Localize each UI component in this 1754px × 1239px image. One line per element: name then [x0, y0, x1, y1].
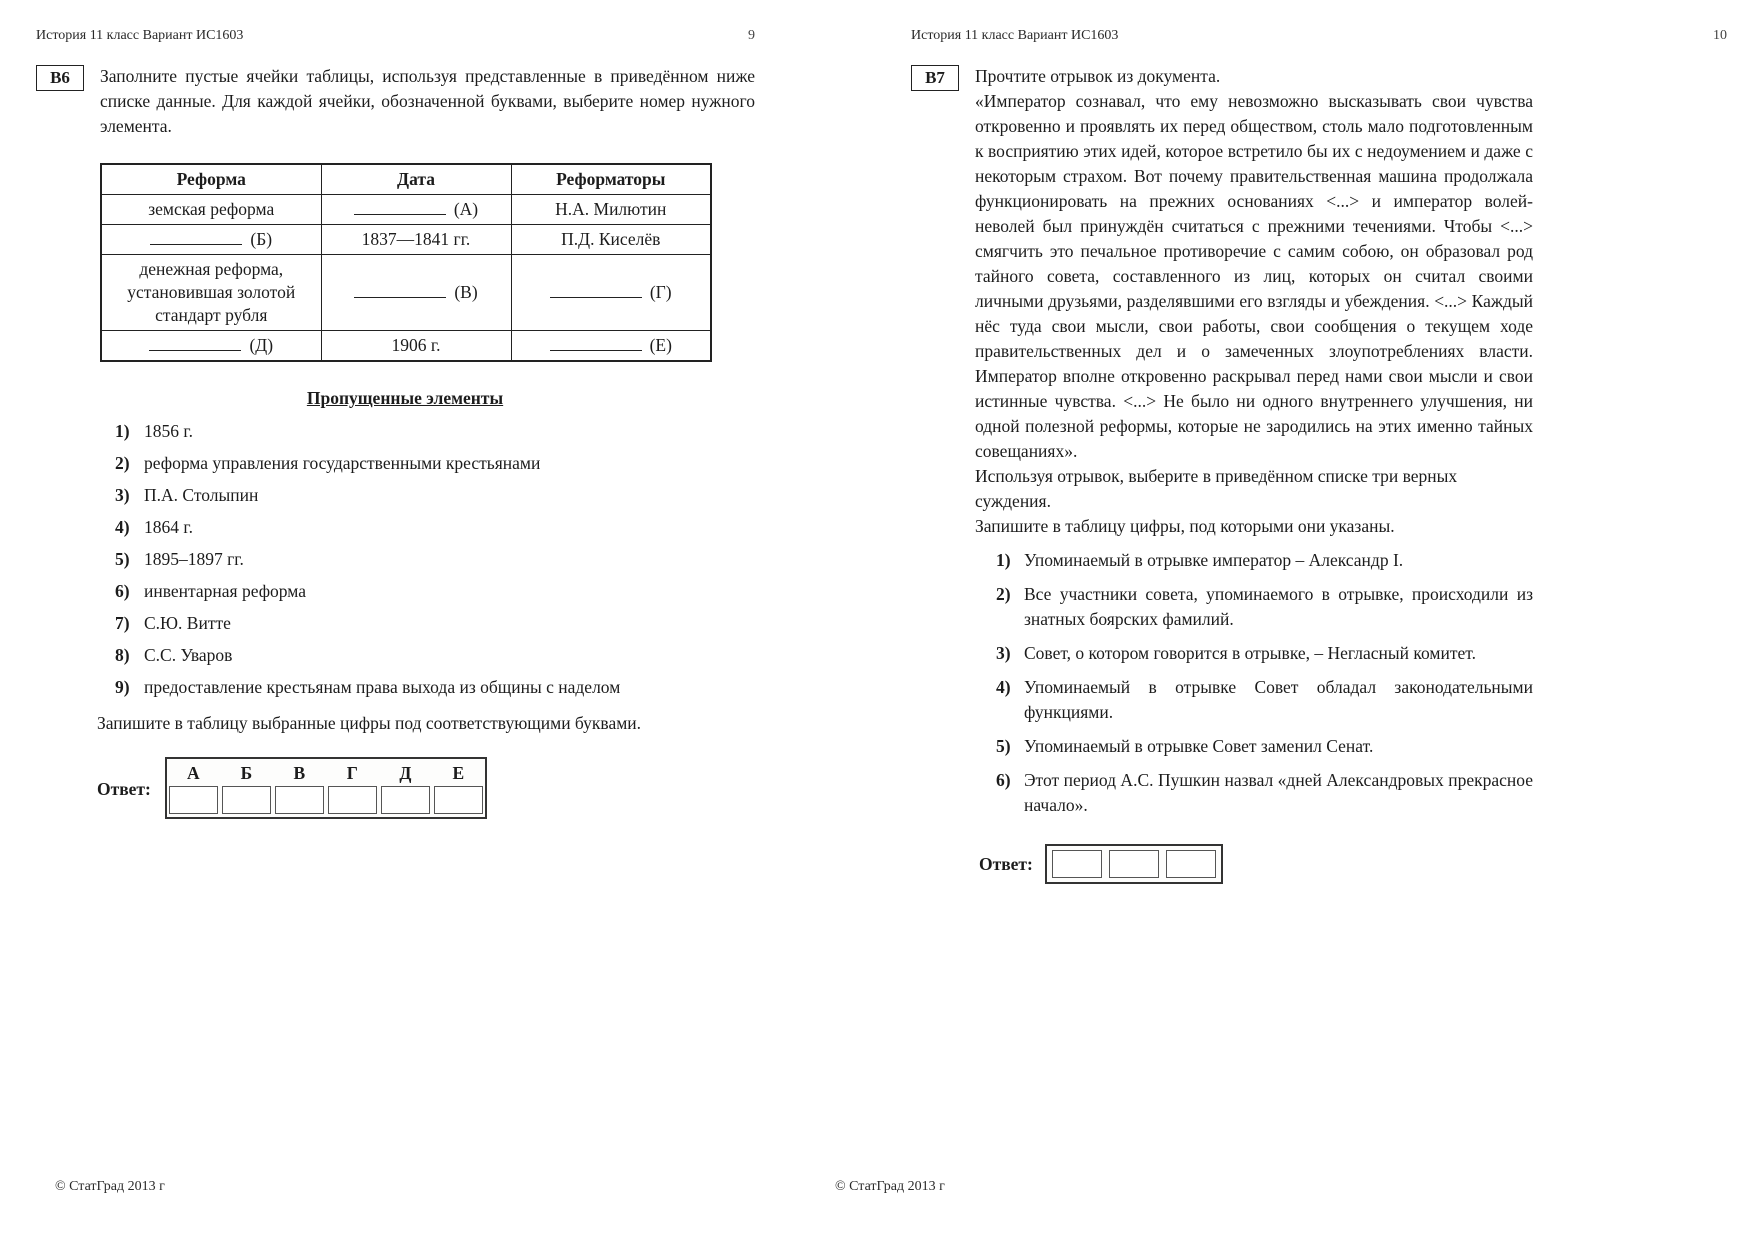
- answer-cell-wrap: [379, 786, 432, 817]
- blank-line: [550, 337, 642, 351]
- answer-letter: Е: [452, 763, 465, 783]
- cell-reformer: П.Д. Киселёв: [511, 225, 711, 255]
- item-number: 2): [115, 453, 130, 473]
- answer-cell-wrap: [432, 786, 485, 817]
- item-text: Этот период А.С. Пушкин назвал «дней Александровых прекрасное начало».: [1024, 770, 1533, 815]
- list-item: [115, 611, 755, 635]
- item-number: 4): [115, 517, 130, 537]
- answer-label: Ответ:: [97, 779, 151, 799]
- col-header-reform: Реформа: [101, 164, 321, 195]
- answer-cell-wrap: [220, 786, 273, 817]
- item-number: 1): [115, 421, 130, 441]
- table-row: [101, 255, 711, 331]
- blank-letter: (В): [454, 282, 478, 302]
- task-b7-body: [975, 64, 1533, 884]
- page-number: 10: [1713, 28, 1727, 43]
- col-header-reformers: Реформаторы: [511, 164, 711, 195]
- item-text: инвентарная реформа: [144, 581, 306, 601]
- list-item: [975, 734, 1533, 759]
- item-text: 1856 г.: [144, 421, 193, 441]
- list-item: [975, 582, 1533, 632]
- answer-cell: [1109, 850, 1159, 878]
- answer-cell: [169, 786, 218, 814]
- item-text: Упоминаемый в отрывке Совет обладал законодательными функциями.: [1024, 677, 1533, 722]
- item-text: Все участники совета, упоминаемого в отрывке, происходили из знатных боярских фамилий.: [1024, 584, 1533, 629]
- item-text: Упоминаемый в отрывке Совет заменил Сенат.: [1024, 736, 1374, 756]
- list-item: [115, 643, 755, 667]
- item-number: 4): [996, 677, 1011, 697]
- task-b6-instruction: Заполните пустые ячейки таблицы, используя представленные в приведённом ниже списке данные. Для каждой ячейки, обозначенной буквами, выберите номер нужного элемента.: [100, 66, 755, 136]
- item-text: С.Ю. Витте: [144, 613, 231, 633]
- blank-line: [354, 284, 446, 298]
- answer-letter: Г: [346, 763, 358, 783]
- item-number: 9): [115, 677, 130, 697]
- answer-cell-wrap: [167, 786, 220, 817]
- blank-line: [149, 337, 241, 351]
- item-number: 8): [115, 645, 130, 665]
- item-text: 1895–1897 гг.: [144, 549, 244, 569]
- task-b7: [911, 64, 1727, 884]
- list-item: [115, 483, 755, 507]
- document-quote: «Император сознавал, что ему невозможно высказывать свои чувства откровенно и проявлять их перед обществом, столь мало подготовленным к восприятию этих идей, которое встретило бы их с недоумением и даже с некоторым страхом. Вот почему правительственная машина продолжала функционировать на прежних основаниях <...> и император волей-неволей был принуждён считаться с прежними течениями. Чтобы <...> смягчить это печальное противоречие с самим собою, он образовал род тайного совета, составленного из лиц, которых он считал своими личными друзьями, разделявшими его взгляды и убеждения. <...> Каждый нёс туда свои мысли, свои работы, свои сообщения о текущем ходе правительственных дел и о замеченных злоупотреблениях власти. Император вполне откровенно раскрывал перед нами свои мысли и свои истинные чувства. <...> Не было ни одного внутреннего улучшения, ни одной полезной реформы, которые не зародились на этих именно тайных совещаниях».: [975, 91, 1533, 461]
- cell-reform: денежная реформа, установившая золотой стандарт рубля: [101, 255, 321, 331]
- page-right: [877, 0, 1754, 1239]
- answer-cell: [328, 786, 377, 814]
- item-number: 2): [996, 584, 1011, 604]
- task-label-b6: В6: [36, 65, 84, 91]
- answer-cell: [434, 786, 483, 814]
- item-text: реформа управления государственными крестьянами: [144, 453, 541, 473]
- statements-list: [975, 548, 1533, 818]
- task-b7-instruction-1: Используя отрывок, выберите в приведённом списке три верных суждения.: [975, 466, 1458, 511]
- item-number: 3): [115, 485, 130, 505]
- task-b7-instruction-2: Запишите в таблицу цифры, под которыми они указаны.: [975, 516, 1395, 536]
- task-b7-intro: Прочтите отрывок из документа.: [975, 66, 1221, 86]
- list-item: [115, 515, 755, 539]
- item-number: 6): [996, 770, 1011, 790]
- answer-letter: Д: [399, 763, 412, 783]
- footer-copyright-left: © СтатГрад 2013 г: [55, 1179, 165, 1194]
- cell-blank-d: [101, 331, 321, 362]
- answer-grid-boxes: [167, 786, 485, 817]
- item-number: 3): [996, 643, 1011, 663]
- page-number: 9: [748, 28, 755, 43]
- blank-line: [150, 231, 242, 245]
- answer-section-b6: [97, 757, 755, 819]
- answer-cell: [222, 786, 271, 814]
- cell-blank-v: [321, 255, 511, 331]
- cell-date: 1837—1841 гг.: [321, 225, 511, 255]
- cell-blank-e: [511, 331, 711, 362]
- table-row: [101, 195, 711, 225]
- blank-letter: (Е): [649, 335, 672, 355]
- list-item: [975, 675, 1533, 725]
- write-instruction: Запишите в таблицу выбранные цифры под соответствующими буквами.: [97, 713, 642, 733]
- answer-cell-wrap: [273, 786, 326, 817]
- cell-blank-b: [101, 225, 321, 255]
- cell-reform: земская реформа: [101, 195, 321, 225]
- options-list: [115, 419, 755, 699]
- header-title: История 11 класс Вариант ИС1603: [911, 28, 1119, 43]
- cell-blank-g: [511, 255, 711, 331]
- blank-letter: (Б): [250, 229, 273, 249]
- table-row: [101, 225, 711, 255]
- item-number: 5): [996, 736, 1011, 756]
- answer-letter: А: [187, 763, 200, 783]
- answer-section-b7: [979, 844, 1533, 884]
- answer-cell: [381, 786, 430, 814]
- item-text: Совет, о котором говорится в отрывке, – Негласный комитет.: [1024, 643, 1476, 663]
- footer-copyright-right: © СтатГрад 2013 г: [835, 1179, 945, 1194]
- header-title: История 11 класс Вариант ИС1603: [36, 28, 244, 43]
- answer-letter: Б: [240, 763, 253, 783]
- list-item: [115, 579, 755, 603]
- answer-cell-wrap: [326, 786, 379, 817]
- table-row: [101, 331, 711, 362]
- list-item: [975, 768, 1533, 818]
- item-text: С.С. Уваров: [144, 645, 233, 665]
- blank-line: [354, 201, 446, 215]
- list-item: [115, 547, 755, 571]
- missing-elements-title: Пропущенные элементы: [306, 388, 504, 408]
- list-item: [975, 548, 1533, 573]
- blank-letter: (А): [453, 199, 479, 219]
- answer-cell: [1052, 850, 1102, 878]
- item-text: предоставление крестьянам права выхода из общины с наделом: [144, 677, 621, 697]
- page-header-left: [36, 28, 755, 44]
- item-number: 6): [115, 581, 130, 601]
- item-number: 7): [115, 613, 130, 633]
- list-item: [975, 641, 1533, 666]
- item-number: 1): [996, 550, 1011, 570]
- answer-grid-b6: [165, 757, 487, 819]
- answer-grid-letters: [167, 759, 485, 786]
- item-text: Упоминаемый в отрывке император – Александр I.: [1024, 550, 1404, 570]
- answer-label: Ответ:: [979, 853, 1033, 874]
- list-item: [115, 451, 755, 475]
- task-b6: [36, 64, 755, 139]
- cell-reformer: Н.А. Милютин: [511, 195, 711, 225]
- blank-line: [550, 284, 642, 298]
- cell-blank-a: [321, 195, 511, 225]
- col-header-date: Дата: [321, 164, 511, 195]
- list-item: [115, 675, 755, 699]
- blank-letter: (Г): [649, 282, 672, 302]
- answer-cell: [275, 786, 324, 814]
- answer-grid-b7: [1045, 844, 1223, 884]
- answer-cell: [1166, 850, 1216, 878]
- task-label-b7: В7: [911, 65, 959, 91]
- item-text: П.А. Столыпин: [144, 485, 259, 505]
- reforms-table: [100, 163, 712, 362]
- item-number: 5): [115, 549, 130, 569]
- table-header-row: [101, 164, 711, 195]
- cell-date: 1906 г.: [321, 331, 511, 362]
- answer-letter: В: [293, 763, 306, 783]
- item-text: 1864 г.: [144, 517, 193, 537]
- list-item: [115, 419, 755, 443]
- page-header-right: [911, 28, 1727, 44]
- blank-letter: (Д): [249, 335, 274, 355]
